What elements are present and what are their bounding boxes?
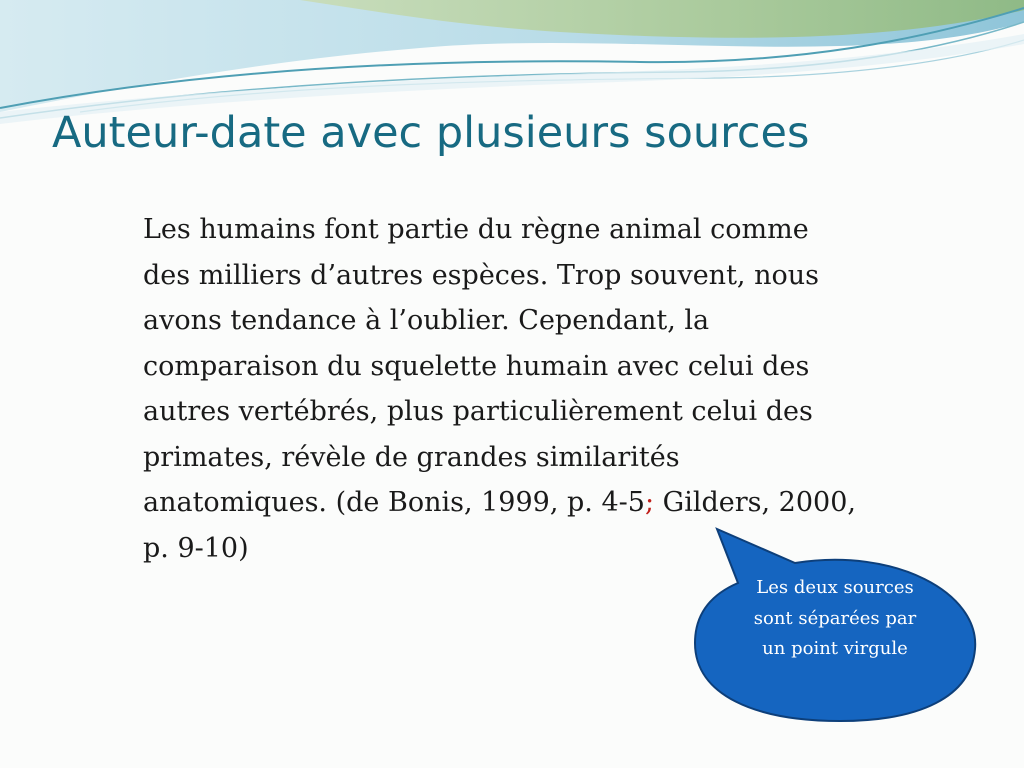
callout-note: Les deux sources sont séparées par un point virgule (753, 577, 917, 659)
body-line: autres vertébrés, plus particulièrement celui des (143, 396, 813, 427)
citation-line (143, 480, 968, 526)
citation-first-source: anatomiques. (de Bonis, 1999, p. 4-5 (143, 487, 645, 518)
body-paragraph (143, 207, 968, 571)
body-line: avons tendance à l’oublier. Cependant, la (143, 305, 710, 336)
citation-second-source: Gilders, 2000, (654, 487, 856, 518)
citation-separator: ; (644, 487, 655, 518)
body-line: Les humains font partie du règne animal comme (143, 214, 809, 245)
citation-last-line: p. 9-10) (143, 532, 249, 564)
slide-title: Auteur-date avec plusieurs sources (52, 108, 810, 158)
body-line: comparaison du squelette humain avec celui des (143, 350, 810, 382)
body-line: des milliers d’autres espèces. Trop souvent, nous (143, 259, 819, 291)
body-line: primates, révèle de grandes similarités (143, 441, 680, 473)
